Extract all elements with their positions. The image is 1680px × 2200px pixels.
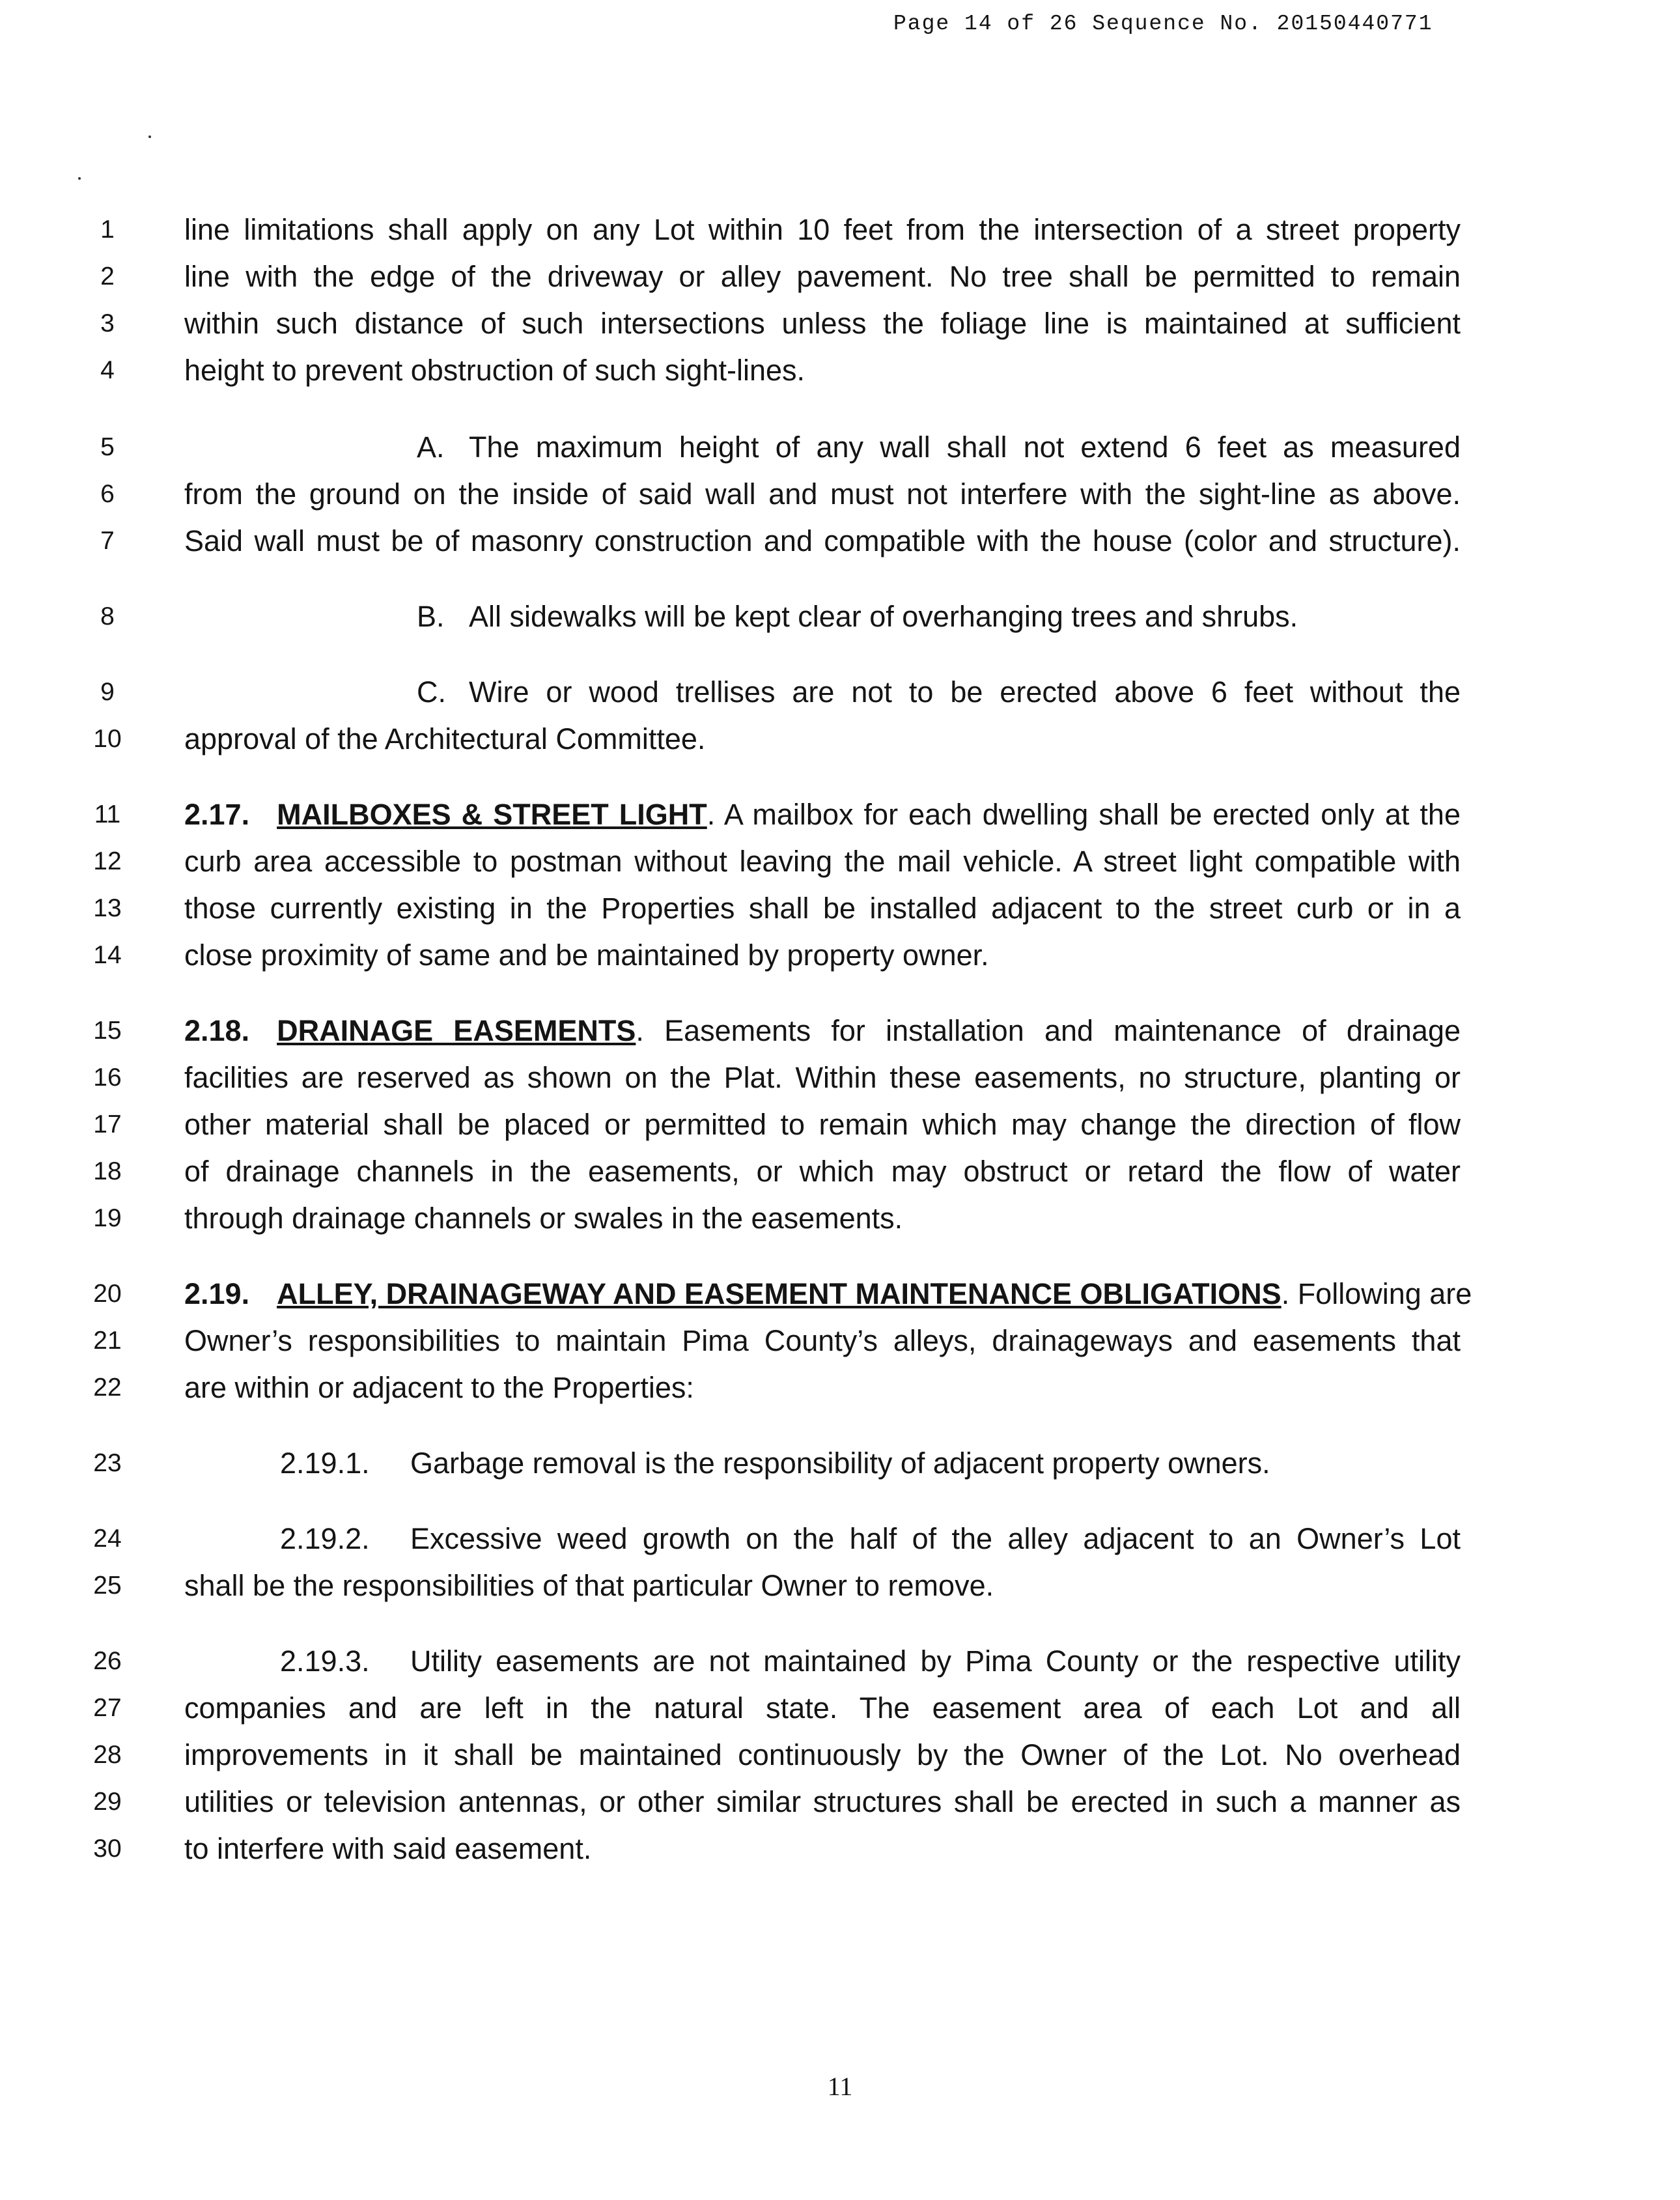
scan-speck bbox=[148, 135, 151, 138]
line-25 bbox=[0, 1563, 1680, 1609]
line-text: line with the edge of the driveway or alley pavement. No tree shall be permitted to remain bbox=[184, 260, 1461, 293]
line-text: shall be the responsibilities of that particular Owner to remove. bbox=[184, 1569, 994, 1602]
line-text: within such distance of such intersections unless the foliage line is maintained at sufficient bbox=[184, 307, 1461, 340]
line-number: 9 bbox=[100, 678, 115, 706]
line-text bbox=[280, 1441, 1461, 1486]
line-16 bbox=[0, 1055, 1680, 1101]
line-number: 22 bbox=[93, 1374, 122, 1402]
scan-speck bbox=[78, 177, 81, 180]
line-number: 26 bbox=[93, 1647, 122, 1675]
line-15 bbox=[0, 1008, 1680, 1054]
line-number: 28 bbox=[93, 1741, 122, 1769]
line-14 bbox=[0, 933, 1680, 978]
line-21 bbox=[0, 1318, 1680, 1364]
line-text bbox=[184, 1271, 1472, 1317]
line-number: 15 bbox=[93, 1017, 122, 1045]
item-text: Excessive weed growth on the half of the alley adjacent to an Owner’s Lot bbox=[410, 1522, 1461, 1555]
line-12 bbox=[0, 839, 1680, 884]
line-text: utilities or television antennas, or other similar structures shall be erected in such a manner as bbox=[184, 1785, 1461, 1818]
line-number: 16 bbox=[93, 1064, 122, 1092]
section-title: ALLEY, DRAINAGEWAY AND EASEMENT MAINTENANCE OBLIGATIONS bbox=[277, 1277, 1281, 1310]
line-number: 12 bbox=[93, 847, 122, 875]
line-number: 10 bbox=[93, 725, 122, 753]
line-3 bbox=[0, 301, 1680, 346]
line-text: to interfere with said easement. bbox=[184, 1832, 592, 1865]
item-text: Utility easements are not maintained by Pima County or the respective utility bbox=[410, 1644, 1461, 1678]
page-number: 11 bbox=[827, 2072, 853, 2101]
line-18 bbox=[0, 1149, 1680, 1194]
line-text: height to prevent obstruction of such sight-lines. bbox=[184, 354, 805, 387]
line-27 bbox=[0, 1685, 1680, 1731]
line-number: 20 bbox=[93, 1280, 122, 1308]
line-text bbox=[280, 1516, 1461, 1562]
line-2 bbox=[0, 254, 1680, 300]
line-number: 30 bbox=[93, 1835, 122, 1863]
line-number: 2 bbox=[100, 262, 115, 290]
line-number: 3 bbox=[100, 309, 115, 337]
line-number: 7 bbox=[100, 527, 115, 555]
line-23 bbox=[0, 1441, 1680, 1486]
section-text: . A mailbox for each dwelling shall be erected only at the bbox=[707, 798, 1461, 831]
line-text: curb area accessible to postman without leaving the mail vehicle. A street light compatible with bbox=[184, 845, 1461, 878]
item-label: 2.19.3. bbox=[280, 1644, 370, 1678]
line-text: Said wall must be of masonry construction and compatible with the house (color and structure). bbox=[184, 524, 1461, 557]
line-26 bbox=[0, 1639, 1680, 1684]
line-text bbox=[184, 792, 1461, 838]
item-label: A. bbox=[417, 430, 445, 464]
line-4 bbox=[0, 348, 1680, 393]
line-text bbox=[417, 594, 1461, 640]
line-number: 13 bbox=[93, 894, 122, 922]
item-text: The maximum height of any wall shall not extend 6 feet as measured bbox=[469, 430, 1461, 464]
line-number: 6 bbox=[100, 480, 115, 508]
line-24 bbox=[0, 1516, 1680, 1562]
line-20 bbox=[0, 1271, 1680, 1317]
line-text bbox=[280, 1639, 1461, 1684]
section-title: MAILBOXES & STREET LIGHT bbox=[277, 798, 707, 831]
line-text: companies and are left in the natural state. The easement area of each Lot and all bbox=[184, 1691, 1461, 1725]
line-9 bbox=[0, 670, 1680, 715]
line-28 bbox=[0, 1732, 1680, 1778]
line-8 bbox=[0, 594, 1680, 640]
line-11 bbox=[0, 792, 1680, 838]
line-number: 24 bbox=[93, 1525, 122, 1553]
line-text: Owner’s responsibilities to maintain Pima County’s alleys, drainageways and easements that bbox=[184, 1324, 1461, 1357]
line-30 bbox=[0, 1826, 1680, 1872]
line-text: close proximity of same and be maintained by property owner. bbox=[184, 938, 989, 972]
line-number: 18 bbox=[93, 1157, 122, 1185]
line-text: through drainage channels or swales in the easements. bbox=[184, 1202, 903, 1235]
line-10 bbox=[0, 716, 1680, 762]
line-1 bbox=[0, 207, 1680, 253]
line-13 bbox=[0, 886, 1680, 931]
line-number: 1 bbox=[100, 216, 115, 244]
line-text: those currently existing in the Properties shall be installed adjacent to the street curb or in a bbox=[184, 892, 1461, 925]
line-number: 29 bbox=[93, 1788, 122, 1816]
line-22 bbox=[0, 1365, 1680, 1411]
section-number: 2.18. bbox=[184, 1014, 250, 1047]
line-17 bbox=[0, 1102, 1680, 1148]
line-number: 4 bbox=[100, 356, 115, 384]
item-label: C. bbox=[417, 675, 446, 709]
line-text: of drainage channels in the easements, or which may obstruct or retard the flow of water bbox=[184, 1155, 1461, 1188]
line-6 bbox=[0, 472, 1680, 517]
line-number: 19 bbox=[93, 1204, 122, 1232]
line-text bbox=[417, 670, 1461, 715]
page-header: Page 14 of 26 Sequence No. 20150440771 bbox=[893, 12, 1433, 36]
line-number: 21 bbox=[93, 1327, 122, 1355]
line-text: approval of the Architectural Committee. bbox=[184, 722, 706, 755]
line-number: 11 bbox=[94, 800, 121, 828]
line-text: facilities are reserved as shown on the Plat. Within these easements, no structure, planting or bbox=[184, 1061, 1461, 1094]
line-number: 23 bbox=[93, 1449, 122, 1477]
section-number: 2.19. bbox=[184, 1277, 250, 1310]
item-text: Wire or wood trellises are not to be erected above 6 feet without the bbox=[469, 675, 1461, 709]
item-label: 2.19.1. bbox=[280, 1446, 370, 1480]
line-number: 17 bbox=[93, 1110, 122, 1138]
line-text: line limitations shall apply on any Lot within 10 feet from the intersection of a street property bbox=[184, 213, 1461, 246]
section-title: DRAINAGE EASEMENTS bbox=[277, 1014, 636, 1047]
line-number: 25 bbox=[93, 1572, 122, 1600]
line-29 bbox=[0, 1779, 1680, 1825]
section-text: . Following are bbox=[1281, 1277, 1472, 1310]
item-text: Garbage removal is the responsibility of adjacent property owners. bbox=[410, 1446, 1270, 1480]
item-text: All sidewalks will be kept clear of overhanging trees and shrubs. bbox=[469, 600, 1298, 633]
line-number: 14 bbox=[93, 941, 122, 969]
item-label: B. bbox=[417, 600, 445, 633]
line-text: are within or adjacent to the Properties: bbox=[184, 1371, 694, 1404]
line-number: 5 bbox=[100, 433, 115, 461]
line-number: 27 bbox=[93, 1694, 122, 1722]
line-text: other material shall be placed or permitted to remain which may change the direction of flow bbox=[184, 1108, 1461, 1141]
line-number: 8 bbox=[100, 602, 115, 630]
line-7 bbox=[0, 518, 1680, 564]
line-5 bbox=[0, 425, 1680, 470]
item-label: 2.19.2. bbox=[280, 1522, 370, 1555]
line-19 bbox=[0, 1196, 1680, 1241]
line-text bbox=[184, 1008, 1461, 1054]
line-text bbox=[417, 425, 1461, 470]
line-text: improvements in it shall be maintained continuously by the Owner of the Lot. No overhead bbox=[184, 1738, 1461, 1771]
section-number: 2.17. bbox=[184, 798, 250, 831]
section-text: . Easements for installation and maintenance of drainage bbox=[636, 1014, 1461, 1047]
line-text: from the ground on the inside of said wall and must not interfere with the sight-line as above. bbox=[184, 477, 1461, 511]
